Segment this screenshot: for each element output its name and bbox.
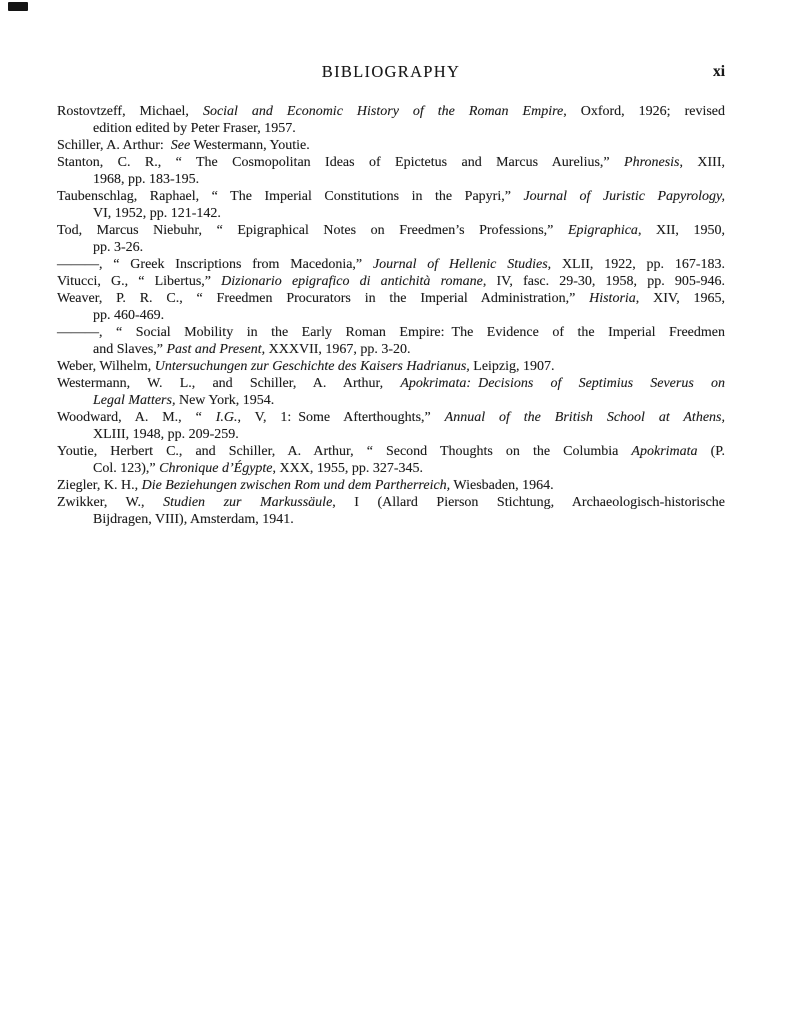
roman-text: Vitucci, G., “ Libertus,” [57, 274, 222, 289]
roman-text: Leipzig, 1907. [469, 359, 555, 374]
italic-title-text: I.G. [215, 410, 238, 425]
bibliography-entry [57, 324, 725, 358]
entry-line [57, 222, 725, 239]
italic-title-text: Apokrimata: Decisions of Septimius Severus on [400, 376, 725, 391]
italic-title-text: Studien zur Markussäule [163, 495, 333, 510]
page-title: BIBLIOGRAPHY [321, 62, 461, 81]
italic-title-text: Die Beziehungen zwischen Rom und dem Partherreich, [141, 478, 451, 493]
entry-line [57, 256, 725, 273]
roman-text: and Slaves,” [93, 342, 167, 357]
italic-title-text: Dizionario epigrafico di antichità romane [221, 274, 483, 289]
bibliography-entry [57, 409, 725, 443]
bibliography-entry [57, 103, 725, 137]
entry-line [57, 409, 725, 426]
bibliography-entry [57, 443, 725, 477]
entry-line [57, 477, 725, 494]
bibliography-entry [57, 358, 725, 375]
roman-text: Schiller, A. Arthur: [57, 138, 171, 153]
roman-text: Weaver, P. R. C., “ Freedmen Procurators in the Imperial Administration,” [57, 291, 590, 306]
roman-text: VI, 1952, pp. 121-142. [93, 206, 221, 221]
roman-text: New York, 1954. [175, 393, 275, 408]
bibliography [57, 103, 725, 528]
italic-title-text: Legal Matters, [93, 393, 176, 408]
italic-title-text: Untersuchungen zur Geschichte des Kaisers Hadrianus, [154, 359, 470, 374]
bibliography-entry [57, 477, 725, 494]
entry-line [57, 511, 725, 528]
roman-text: , XXXVII, 1967, pp. 3-20. [261, 342, 411, 357]
entry-line [57, 358, 725, 375]
entry-line [57, 460, 725, 477]
entry-line [57, 375, 725, 392]
entry-line [57, 341, 725, 358]
roman-text: pp. 460-469. [93, 308, 165, 323]
roman-text: , I (Allard Pierson Stichtung, Archaeologisch-historische [332, 495, 725, 510]
italic-title-text: Apokrimata [631, 444, 698, 459]
italic-title-text: Social and Economic History of the Roman Empire [202, 104, 564, 119]
bibliography-entry [57, 375, 725, 409]
bibliography-entry [57, 494, 725, 528]
bibliography-entry [57, 222, 725, 256]
entry-line [57, 137, 725, 154]
roman-text: , XXX, 1955, pp. 327-345. [272, 461, 424, 476]
roman-text: Wiesbaden, 1964. [450, 478, 554, 493]
roman-text: Tod, Marcus Niebuhr, “ Epigraphical Notes on Freedmen’s Professions,” [57, 223, 568, 238]
italic-title-text: Past and Present [166, 342, 262, 357]
bibliography-entry [57, 154, 725, 188]
entry-line [57, 188, 725, 205]
roman-text: , Oxford, 1926; revised [563, 104, 725, 119]
roman-text: (P. [697, 444, 725, 459]
roman-text: , IV, fasc. 29-30, 1958, pp. 905-946. [482, 274, 725, 289]
roman-text: , V, 1: Some Afterthoughts,” [237, 410, 445, 425]
entry-line [57, 426, 725, 443]
entry-line [57, 443, 725, 460]
roman-text: ———, “ Social Mobility in the Early Roman Empire: The Evidence of the Imperial Freedmen [57, 325, 725, 340]
roman-text: , XII, 1950, [637, 223, 725, 238]
roman-text: , XIV, 1965, [635, 291, 726, 306]
roman-text: Woodward, A. M., “ [57, 410, 216, 425]
roman-text: Bijdragen, VIII), Amsterdam, 1941. [93, 512, 294, 527]
roman-text: Youtie, Herbert C., and Schiller, A. Arthur, “ Second Thoughts on the Columbia [57, 444, 632, 459]
page-header [57, 62, 725, 82]
entry-line [57, 324, 725, 341]
roman-text: Westermann, Youtie. [190, 138, 310, 153]
italic-title-text: Epigraphica [567, 223, 638, 238]
italic-title-text: Journal of Juristic Papyrology, [523, 189, 725, 204]
roman-text: ———, “ Greek Inscriptions from Macedonia,” [57, 257, 373, 272]
entry-line [57, 494, 725, 511]
roman-text: Zwikker, W., [57, 495, 164, 510]
italic-title-text: See [170, 138, 191, 153]
roman-text: Stanton, C. R., “ The Cosmopolitan Ideas of Epictetus and Marcus Aurelius,” [57, 155, 625, 170]
bibliography-entry [57, 290, 725, 324]
roman-text: , XLII, 1922, pp. 167-183. [547, 257, 725, 272]
entry-line [57, 120, 725, 137]
bibliography-entry [57, 256, 725, 273]
bibliography-entry [57, 188, 725, 222]
roman-text: Weber, Wilhelm, [57, 359, 155, 374]
entry-line [57, 307, 725, 324]
italic-title-text: Chronique d’Égypte [159, 461, 273, 476]
italic-title-text: Annual of the British School at Athens, [444, 410, 725, 425]
italic-title-text: Historia [589, 291, 636, 306]
italic-title-text: Journal of Hellenic Studies [372, 257, 548, 272]
entry-line [57, 205, 725, 222]
entry-line [57, 154, 725, 171]
roman-text: edition edited by Peter Fraser, 1957. [93, 121, 296, 136]
entry-line [57, 171, 725, 188]
roman-text: 1968, pp. 183-195. [93, 172, 200, 187]
bibliography-entry [57, 273, 725, 290]
roman-text: pp. 3-26. [93, 240, 144, 255]
roman-text: Col. 123),” [93, 461, 160, 476]
roman-text: Ziegler, K. H., [57, 478, 142, 493]
roman-text: XLIII, 1948, pp. 209-259. [93, 427, 239, 442]
scan-artifact-mark [8, 2, 28, 11]
entry-line [57, 392, 725, 409]
entry-line [57, 239, 725, 256]
roman-text: Taubenschlag, Raphael, “ The Imperial Constitutions in the Papyri,” [57, 189, 524, 204]
roman-text: , XIII, [679, 155, 725, 170]
roman-text: Westermann, W. L., and Schiller, A. Arthur, [57, 376, 401, 391]
entry-line [57, 103, 725, 120]
bibliography-entry [57, 137, 725, 154]
italic-title-text: Phronesis [624, 155, 680, 170]
roman-text: Rostovtzeff, Michael, [57, 104, 203, 119]
page-number: xi [712, 63, 725, 80]
entry-line [57, 290, 725, 307]
entry-line [57, 273, 725, 290]
